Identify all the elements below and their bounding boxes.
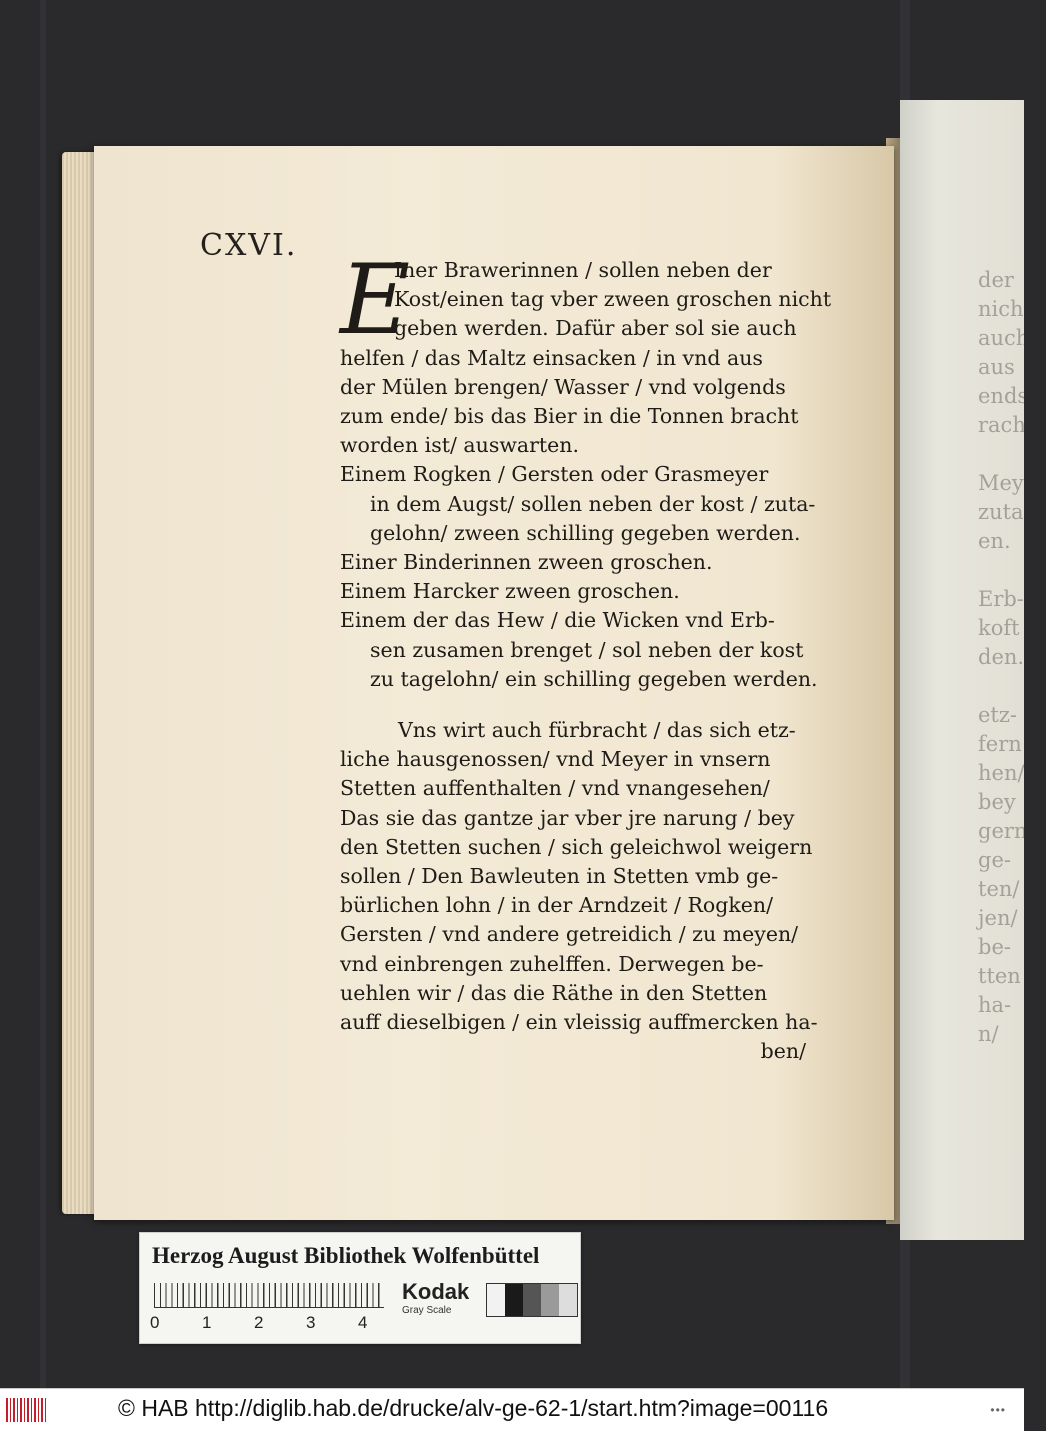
facing-text-line: aus [978, 355, 1015, 379]
wage-entry [340, 606, 820, 694]
facing-text-line: Erb- [978, 587, 1024, 611]
text-line: zu tagelohn/ ein schilling gegeben werden. [370, 666, 818, 691]
scale-ruler [154, 1283, 384, 1308]
facing-text-line: gern [978, 819, 1028, 843]
gray-swatches [486, 1283, 578, 1317]
gray-swatch [505, 1284, 523, 1316]
text-line: Stetten auffenthalten / vnd vnangesehen/ [340, 776, 770, 801]
ruler-number: 2 [254, 1313, 264, 1332]
footer-bar [0, 1388, 1024, 1431]
facing-text-line: der [978, 268, 1014, 292]
ruler-number: 3 [306, 1313, 316, 1332]
text-line: uehlen wir / das die Räthe in den Stetten [340, 980, 768, 1005]
text-line: den Stetten suchen / sich geleichwol weigern [340, 834, 813, 859]
decorated-initial: E [340, 244, 411, 356]
facing-text-line: jen/ [978, 906, 1018, 930]
gray-swatch [487, 1284, 505, 1316]
ruler-number: 0 [150, 1313, 160, 1332]
copyright-url[interactable]: © HAB http://diglib.hab.de/drucke/alv-ge-62-1/start.htm?image=00116 [118, 1395, 829, 1421]
text-line: helfen / das Maltz einsacken / in vnd aus [340, 345, 763, 370]
paragraph-2 [340, 716, 820, 1037]
wage-entries [340, 460, 820, 694]
ruler-numbers [150, 1313, 390, 1337]
text-line: worden ist/ auswarten. [340, 433, 580, 458]
text-line: gelohn/ zween schilling gegeben werden. [370, 520, 801, 545]
facing-text-line: racht [978, 413, 1035, 437]
facing-page [900, 100, 1046, 1240]
ruler-number: 4 [358, 1313, 368, 1332]
text-line: Einem Rogken / Gersten oder Grasmeyer [340, 462, 769, 487]
text-line: Iner Brawerinnen / sollen neben der [394, 258, 772, 282]
gray-scale-label: Gray Scale [402, 1305, 452, 1316]
text-line: sen zusamen brenget / sol neben der kost [370, 637, 804, 662]
gray-swatch [541, 1284, 559, 1316]
facing-text-line: Meyer [978, 471, 1046, 495]
text-line: liche hausgenossen/ vnd Meyer in vnsern [340, 747, 771, 772]
facing-text-line: ha- [978, 993, 1012, 1017]
facing-text-line: nicht [978, 297, 1032, 321]
gray-swatch [559, 1284, 577, 1316]
text-line: der Mülen brengen/ Wasser / vnd volgends [340, 374, 786, 399]
text-line: Einer Binderinnen zween groschen. [340, 550, 713, 575]
background-cloth [40, 0, 46, 1389]
facing-text-line: fern [978, 732, 1022, 756]
facing-text-line: tten [978, 964, 1021, 988]
facing-text-line: be- [978, 935, 1011, 959]
text-line: in dem Augst/ sollen neben der kost / zuta- [370, 491, 816, 516]
gray-swatch [523, 1284, 541, 1316]
paragraph-1 [340, 244, 832, 460]
folio-number: CXVI. [200, 228, 298, 263]
text-line: Einem Harcker zween groschen. [340, 579, 680, 604]
text-line: Gersten / vnd andere getreidich / zu meyen/ [340, 922, 799, 947]
kodak-logo: Kodak [402, 1279, 470, 1304]
facing-text-line: koft [978, 616, 1020, 640]
text-line: zum ende/ bis das Bier in die Tonnen bracht [340, 404, 799, 429]
library-label-card [139, 1232, 581, 1344]
text-line: Kost/einen tag vber zween groschen nicht [394, 287, 832, 312]
page-text [340, 244, 832, 1066]
more-icon[interactable]: ••• [990, 1403, 1006, 1417]
facing-text-line: ge- [978, 848, 1011, 872]
text-line: Einem der das Hew / die Wicken vnd Erb- [340, 608, 775, 633]
text-line: Vns wirt auch fürbracht / das sich etz- [398, 718, 796, 743]
facing-text-line: hen/ [978, 761, 1025, 785]
hab-logo-icon [6, 1398, 48, 1422]
wage-entry [340, 460, 820, 548]
facing-text-line: etz- [978, 703, 1018, 727]
facing-text-line: zuta- [978, 500, 1031, 524]
facing-text-line: bey [978, 790, 1016, 814]
wage-entry [340, 548, 820, 577]
facing-text-line: ten/ [978, 877, 1020, 901]
catchword: ben/ [760, 1039, 806, 1064]
facing-text-line: den. [978, 645, 1025, 669]
text-line: Das sie das gantze jar vber jre narung / bey [340, 805, 795, 830]
text-line: vnd einbrengen zuhelffen. Derwegen be- [340, 951, 764, 976]
library-name: Herzog August Bibliothek Wolfenbüttel [152, 1243, 540, 1268]
text-line: geben werden. Dafür aber sol sie auch [394, 316, 797, 341]
wage-entry [340, 577, 820, 606]
text-line: bürlichen lohn / in der Arndzeit / Rogken/ [340, 893, 774, 918]
facing-text-line: ends [978, 384, 1029, 408]
facing-text-line: n/ [978, 1022, 999, 1046]
facing-text-line: auch [978, 326, 1030, 350]
facing-text-line: en. [978, 529, 1011, 553]
text-line: auff dieselbigen / ein vleissig auffmercken ha- [340, 1010, 818, 1035]
ruler-number: 1 [202, 1313, 212, 1332]
text-line: sollen / Den Bawleuten in Stetten vmb ge- [340, 864, 779, 889]
